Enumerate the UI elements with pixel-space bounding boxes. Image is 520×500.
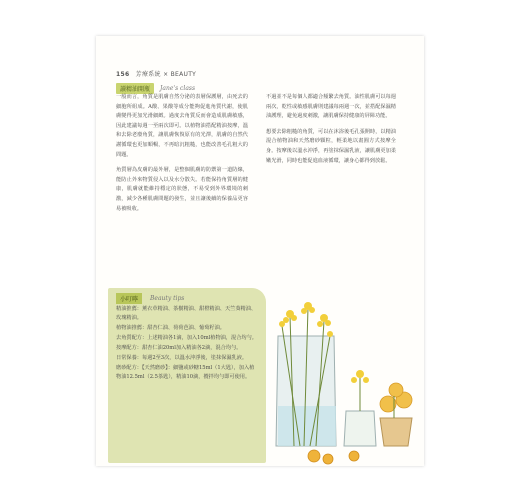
- tips-heading: [116, 293, 184, 304]
- tips-english-title: Beauty tips: [150, 295, 185, 302]
- text-column-left: [116, 93, 248, 220]
- page-number: 156: [116, 71, 130, 78]
- page-header: [116, 69, 196, 78]
- flower-pot-icon: [380, 383, 412, 446]
- paragraph: 角質層為皮膚的最外層，是整個肌膚的防禦第一道防線，能防止外來物質侵入以及水分散失。若能保持角質層的健康，肌膚就能維持穩定的狀態，不易受到外界環境的刺激，減少各種肌膚問題的發生，並且讓後續的保養品更容易被吸收。: [116, 167, 248, 212]
- class-english-title: Jane's class: [160, 85, 196, 92]
- tip-item: 按摩配方：甜杏仁油20ml加入精油各2滴，混合均勻。: [116, 345, 242, 352]
- scattered-flowers-icon: [308, 450, 359, 464]
- tip-item: 去角質配方：上述精油各1滴，加入10ml植物油，混合均勻。: [116, 335, 257, 342]
- class-tag: 讀精油開瓶: [116, 83, 154, 94]
- text-column-right: [266, 93, 396, 172]
- beauty-tips-box: [108, 288, 266, 463]
- tip-item: 磨砂配方：【天然磨砂】：細鹽或砂糖15ml（1大匙），加入植物油12.5ml（2.5茶匙），精油10滴，攪拌均勻即可使用。: [116, 364, 255, 381]
- tips-tag: 小叮嚀: [116, 293, 142, 304]
- section-title: 芳療系統 × BEAUTY: [135, 71, 197, 78]
- tip-item: 日常保養：每週2至3次，以溫水沖淨後，塗抹保濕乳液。: [116, 355, 248, 362]
- tips-list: [116, 305, 258, 383]
- paragraph: 不過並不是每個人都適合頻繁去角質。油性肌膚可以每週兩次，乾性或敏感肌膚則建議每兩週一次，並搭配保濕精油護理，避免過度刺激，讓肌膚保持健康的屏障功能。: [266, 94, 396, 120]
- tip-item: 精油推薦：薰衣草精油、茶樹精油、甜橙精油、天竺葵精油、玫瑰精油。: [116, 306, 257, 322]
- flower-vases-illustration: [264, 296, 424, 466]
- paragraph: 一般而言，角質是肌膚自然分泌的表層保護層，由死去的細胞所組成。A酸、果酸等成分能夠促進角質代謝，使肌膚變得更加光滑細緻。過度去角質反而會造成肌膚敏感，因此建議每週一至兩次即可。以植物油搭配精油按摩，溫和去除老廢角質，讓肌膚恢復原有的光澤，肌膚的自然代謝循環也更加順暢，不再暗沉粗糙，也能改善毛孔粗大的問題。: [116, 94, 248, 158]
- tip-item: 植物油推薦：甜杏仁油、荷荷芭油、葡萄籽油。: [116, 325, 225, 332]
- small-jar-icon: [344, 370, 376, 446]
- paragraph: 想要去除粗糙的角質，可以在沐浴後毛孔張開時，以精油混合植物油和天然磨砂顆粒，輕柔地以畫圓方式按摩全身。按摩後以溫水沖淨，再塗抹保濕乳液，讓肌膚更加柔嫩光滑，同時也能促進血液循環，讓身心都得到放鬆。: [266, 128, 396, 164]
- tall-jar-icon: [276, 302, 336, 446]
- book-page: [96, 36, 424, 466]
